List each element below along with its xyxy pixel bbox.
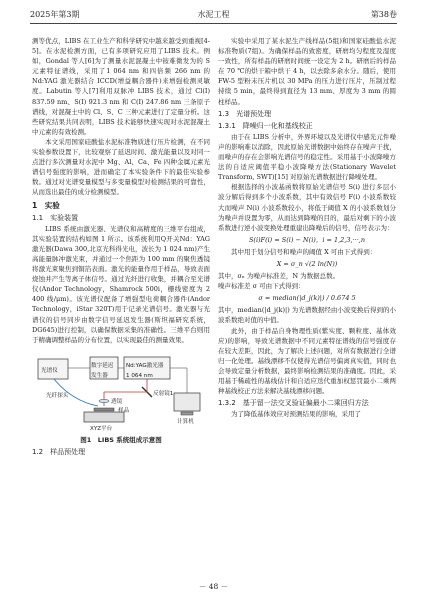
intro-paragraph-2: 本文采用国家硅酸盐水泥标准物质进行压片检测，在不同实验参数设置下，比较观察了延迟时间、激光能量以及对同一点进行多次测量对水泥中 Mg、Al、Ca、Fe 四种金属元素光谱信号强度的影响，进而确定了本实验条件下的最佳实验参数。通过对光谱变量模型与多变量模型对检测结果的可靠性，从而选出最佳的成分检测模型。 xyxy=(32,137,210,197)
right-column xyxy=(218,36,396,419)
baseline-paragraph: 此外，由于样品自身物理性质(紫实度、颗粒度、基体效应)的影响，导致光谱数据中不同元素特征谱线的信号强度存在较大差距，因此，为了解决上述问题，对所有数据进行全谱归一化处理。基线漂移不仅使得光谱信号偏离真实值，同时也会导致定量分析数据，最终影响检测结果的准确度。因此，采用基于稀疏性的基线估计和自适应迭代重加权惩罚最小二乘两种基线校正方法来解决基线漂移问题。 xyxy=(218,326,396,396)
sample xyxy=(94,408,114,411)
final-paragraph: 为了降低基体效应对预测结果的影响，采用了 xyxy=(231,410,361,419)
label-lens: 透镜 xyxy=(111,398,123,405)
samples-paragraph: 实验中采用了某水泥生产线样品(5组)和国家硅酸盐水泥标准物质(7组)。为确保样品的致密度，研磨均匀程度及湿度一致性，所有样品的研磨时间统一设定为 2 h。研磨后的样品在 70 ℃的烘干箱中烘干 4 h，以去除多余水分。随后，使用 FW-5 型粉末压片机以 30 MPa 的压力进行压片，压制过程持续 5 min，最终得到直径为 13 mm、厚度为 3 mm 的圆柱样品。 xyxy=(218,37,396,106)
page-header xyxy=(30,6,397,22)
section-1-3-1-title: 1.3.1 降噪归一化和基线校正 xyxy=(218,121,313,130)
formula-2: X = σ_n √(2 ln(N)) xyxy=(276,259,338,268)
formula-1: S(i)F(i) = S(i) − N(i)，i = 1,2,3,···,n xyxy=(248,235,366,244)
lens xyxy=(99,399,109,402)
computer-monitor xyxy=(174,393,200,411)
figure-1 xyxy=(32,351,210,433)
intro-paragraph-1: 测等优点，LIBS 在工业生产和科学研究中越来越受到重视[4-5]。在水泥检测方面，已有多项研究应用了LIBS 技术。例如，Gondal 等人[6]为了测量水泥混凝土中铵难微发为的 S 元素特征谱线，采用了1 064 nm 和四倍频 266 nm 的 Nd:YAG 激光器结合 ICCD(增益耦合器件)来增强检测灵敏度。Labutin 等人[7]利用双脉冲 LIBS 技术，通过 Cl(I) 837.59 nm、S(I) 921.3 nm 和 C(I) 247.86 nm 三条原子谱线，对混凝土中的 Cl、S、C 三种元素进行了定量分析。这些研究结果共同表明，LIBS 技术能够快速实现对水泥混凝土中元素的有效检测。 xyxy=(32,37,210,136)
threshold-paragraph: 其中用于划分信号和噪声的阈值 X 可由下式得到： xyxy=(231,247,377,256)
label-sample: 样品 xyxy=(118,407,130,414)
label-fiber: 光纤探头 xyxy=(46,392,69,399)
section-1-2-title: 1.2 样品预处理 xyxy=(32,447,86,456)
label-spectrometer: 光谱仪 xyxy=(41,367,58,374)
computer-base xyxy=(181,412,193,415)
median-paragraph: 其中，median(|d_j(k)|) 为光谱数据经由小波变换后得到的小波系数绝对值的中值。 xyxy=(218,306,396,325)
label-laser: Nd:YAG激光器 1 064 nm xyxy=(126,362,164,379)
left-column xyxy=(32,36,210,458)
label-stage: XYZ平台 xyxy=(90,425,113,432)
label-computer: 计算机 xyxy=(177,418,194,425)
label-mirror: 反射镜1 xyxy=(153,390,174,397)
sigma-paragraph: 其中，σₙ 为噪声标准差，N 为数据总数。 xyxy=(218,272,340,281)
setup-paragraph: LIBS 系统由激光器、光谱仪和高精度的三维平台组成，其实验装置的结构如图 1 所示。该系统利用Q开关Nd：YAG激光器(Dawa 300,北京光科得光电，波长为 1 024 nm)产生高能量脉冲激光束，并通过一个焦距为 100 mm 的聚焦透镜将激光束聚焦到铜箔表面。激光的能量作用于样品，导致表面烧蚀并产生等离子体信号。通过光纤进行收集，并耦合至光谱仪(Andor Technology，Shamrock 500i，栅线密度为 2 400 线/μm)。该光谱仪配备了增强型电荷耦合器件(Andor Technology，iStar 320T)用于记录光谱信号。激光器与光谱仪的信号同步由数字信号延迟发生器(斯坦福研究系统，DG645)进行控制，以确保数据采集的准确性。三维平台则用于精确调整样品的分布位置，以实现最佳的测量效果。 xyxy=(32,224,210,344)
header-issue: 2025年第3期 xyxy=(30,9,80,19)
section-1-3-title: 1.3 光谱预处理 xyxy=(218,109,272,118)
page-number: － 48 － xyxy=(198,582,229,591)
header-journal-title: 水泥工程 xyxy=(197,9,230,19)
formula-3: σ = median(|d_j(k)|) / 0.674 5 xyxy=(258,294,356,303)
noise-paragraph-1: 由于在 LIBS 分析中，外界环境以及光谱仪中感光元件噪声的影响难以消除，因此原始光谱数据中始终存在噪声干扰，而噪声的存在会影响光谱信号的稳定性。采用基于小波降噪方法的自适应阈值平稳小波降噪方法(Stationary Wavelet Transform, SWT)[15] 对原始光谱数据进行降噪处理。 xyxy=(218,132,396,182)
section-1-1-title: 1.1 实验装置 xyxy=(32,213,79,222)
noise-paragraph-2: 根据选择的小波基函数将原始光谱信号 S(i) 进行多层小波分解后得到多个小波系数，其中有效信号 F(i) 小波系数较大而噪声 N(i) 小波系数较小，将低于阈值 X 的小波系数划分为噪声并设置为零，从而达到降噪的目的，最后对剩下的小波系数进行逆小波变换处理重建出降噪后的信号，信号表示为： xyxy=(218,183,396,232)
section-1-title: 1 实验 xyxy=(32,200,60,210)
header-rule xyxy=(30,23,397,24)
sigma-paragraph-2: 噪声标准差 σ 可由下式得到： xyxy=(218,282,305,291)
header-volume: 第38卷 xyxy=(370,9,397,19)
section-1-3-2-title: 1.3.2 基于留一法交叉验证偏最小二乘回归方法 xyxy=(218,399,369,408)
label-delay-generator: 数字延迟 发生器 xyxy=(91,362,114,379)
figure-1-caption: 图1 LIBS 系统组成示意图 xyxy=(80,435,162,444)
